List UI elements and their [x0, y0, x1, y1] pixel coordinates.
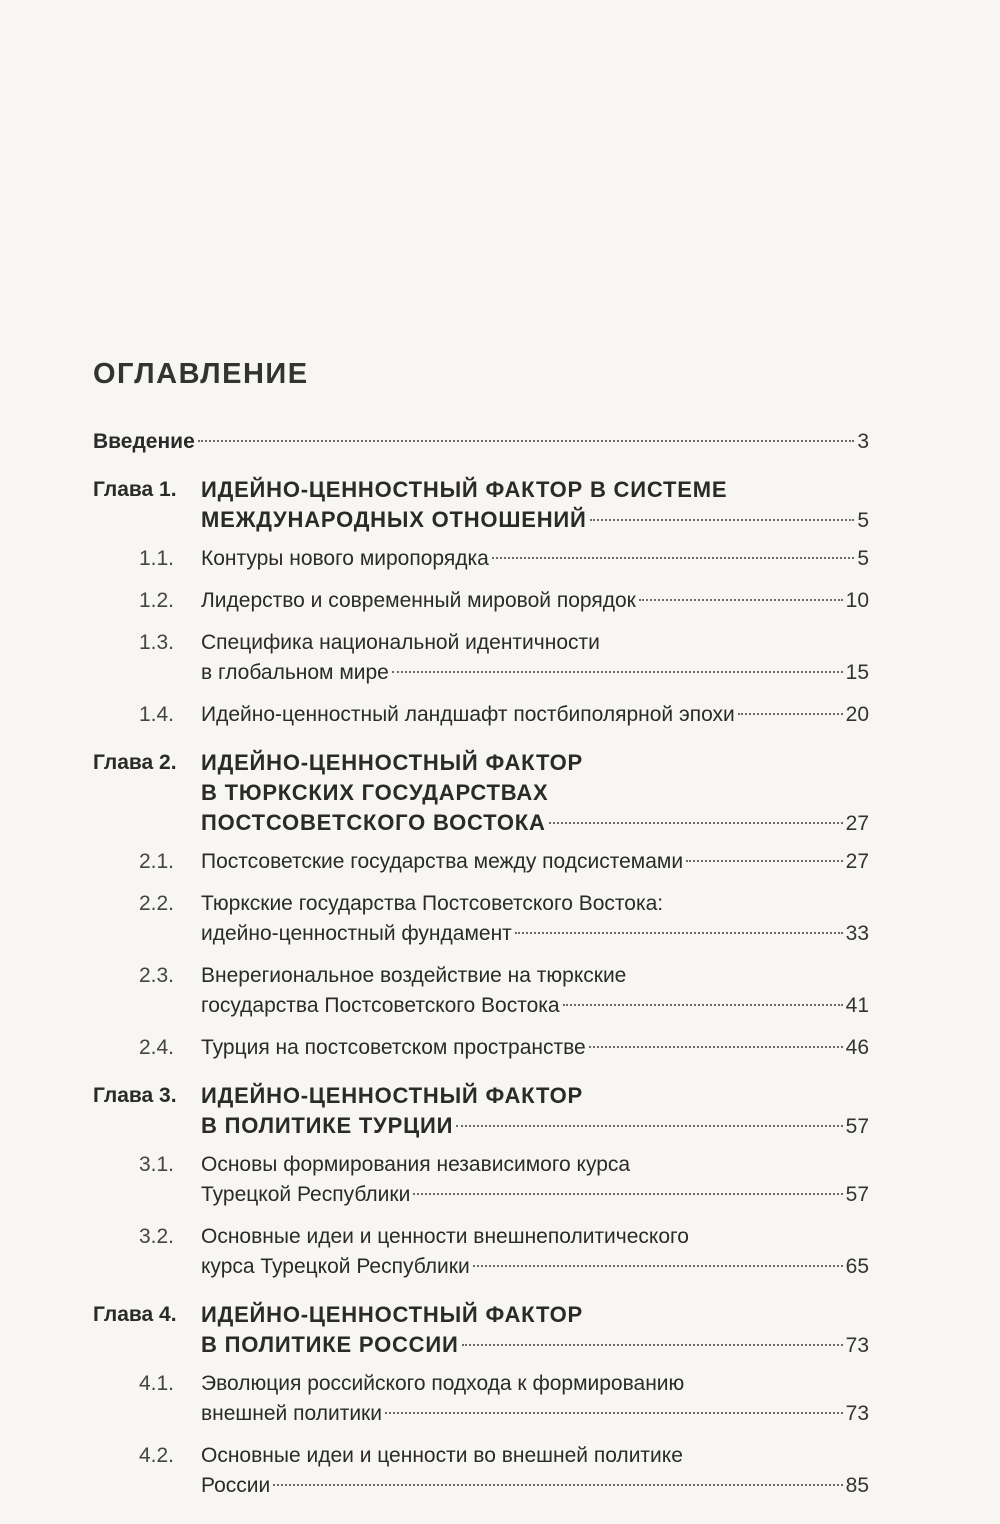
section-title-cont: внешней политики	[201, 1402, 382, 1425]
toc-section-2-4[interactable]	[93, 1033, 869, 1063]
chapter-page: 27	[845, 812, 869, 835]
chapter-title-line: ПОСТСОВЕТСКОГО ВОСТОКА	[201, 810, 546, 835]
section-number: 2.2.	[138, 892, 174, 915]
section-number: 3.2.	[138, 1225, 174, 1248]
section-title: Идейно-ценностный ландшафт постбиполярной эпохи	[201, 703, 735, 726]
chapter-number: Глава 3.	[93, 1084, 177, 1107]
dot-leader	[738, 713, 843, 715]
chapter-title-line: В ТЮРКСКИХ ГОСУДАРСТВАХ	[201, 780, 549, 805]
section-title: Эволюция российского подхода к формированию	[201, 1372, 685, 1395]
section-page: 33	[845, 922, 869, 945]
chapter-title-line: В ПОЛИТИКЕ РОССИИ	[201, 1332, 459, 1357]
dot-leader	[590, 519, 855, 521]
toc-section-2-1[interactable]	[93, 847, 869, 877]
section-title: Основные идеи и ценности внешнеполитического	[201, 1225, 689, 1248]
section-number: 1.4.	[138, 703, 174, 726]
dot-leader	[198, 440, 855, 442]
section-number: 4.2.	[138, 1444, 174, 1467]
chapter-number: Глава 4.	[93, 1303, 177, 1326]
section-title: Контуры нового миропорядка	[201, 547, 489, 570]
chapter-number: Глава 1.	[93, 478, 177, 501]
toc-section-1-1[interactable]	[93, 544, 869, 574]
toc-section-3-1[interactable]	[93, 1150, 869, 1210]
section-page: 5	[857, 547, 869, 570]
section-page: 15	[845, 661, 869, 684]
dot-leader	[515, 932, 843, 934]
dot-leader	[413, 1193, 842, 1195]
toc-section-1-3[interactable]	[93, 628, 869, 688]
section-number: 4.1.	[138, 1372, 174, 1395]
toc-chapter-4[interactable]	[93, 1300, 869, 1361]
section-page: 41	[845, 994, 869, 1017]
dot-leader	[385, 1412, 843, 1414]
section-page: 20	[845, 703, 869, 726]
section-title: Специфика национальной идентичности	[201, 631, 600, 654]
dot-leader	[456, 1125, 842, 1127]
section-page: 65	[845, 1255, 869, 1278]
chapter-title-line: МЕЖДУНАРОДНЫХ ОТНОШЕНИЙ	[201, 507, 587, 532]
section-title: Постсоветские государства между подсистемами	[201, 850, 684, 873]
section-title: Основы формирования независимого курса	[201, 1153, 631, 1176]
table-of-contents	[93, 427, 869, 1501]
chapter-number: Глава 2.	[93, 751, 177, 774]
dot-leader	[473, 1265, 843, 1267]
section-number: 1.3.	[138, 631, 174, 654]
toc-section-1-4[interactable]	[93, 700, 869, 730]
dot-leader	[639, 599, 843, 601]
section-number: 1.1.	[138, 547, 174, 570]
section-title: Внерегиональное воздействие на тюркские	[201, 964, 627, 987]
section-title: Тюркские государства Постсоветского Востока:	[201, 892, 664, 915]
chapter-title-line: ИДЕЙНО-ЦЕННОСТНЫЙ ФАКТОР	[201, 1302, 584, 1327]
section-title-cont: курса Турецкой Республики	[201, 1255, 470, 1278]
section-title-cont: государства Постсоветского Востока	[201, 994, 560, 1017]
section-title-cont: идейно-ценностный фундамент	[201, 922, 512, 945]
toc-section-3-2[interactable]	[93, 1222, 869, 1282]
chapter-page: 57	[845, 1115, 869, 1138]
chapter-title-line: ИДЕЙНО-ЦЕННОСТНЫЙ ФАКТОР	[201, 1083, 584, 1108]
dot-leader	[273, 1484, 842, 1486]
dot-leader	[492, 557, 855, 559]
section-title: Лидерство и современный мировой порядок	[201, 589, 636, 612]
section-page: 46	[845, 1036, 869, 1059]
section-number: 2.1.	[138, 850, 174, 873]
toc-section-2-2[interactable]	[93, 889, 869, 949]
toc-chapter-3[interactable]	[93, 1081, 869, 1142]
chapter-title-line: В ПОЛИТИКЕ ТУРЦИИ	[201, 1113, 454, 1138]
dot-leader	[589, 1046, 843, 1048]
section-page: 85	[845, 1474, 869, 1497]
section-page: 10	[845, 589, 869, 612]
section-page: 57	[845, 1183, 869, 1206]
section-number: 1.2.	[138, 589, 174, 612]
section-title: Основные идеи и ценности во внешней политике	[201, 1444, 683, 1467]
intro-label: Введение	[93, 430, 195, 453]
section-title: Турция на постсоветском пространстве	[201, 1036, 586, 1059]
dot-leader	[686, 860, 843, 862]
section-number: 3.1.	[138, 1153, 174, 1176]
chapter-page: 73	[845, 1334, 869, 1357]
section-title-cont: Турецкой Республики	[201, 1183, 411, 1206]
dot-leader	[462, 1344, 843, 1346]
section-title-cont: в глобальном мире	[201, 661, 389, 684]
toc-title: ОГЛАВЛЕНИЕ	[93, 358, 309, 390]
dot-leader	[549, 822, 843, 824]
toc-chapter-2[interactable]	[93, 748, 869, 839]
chapter-title-line: ИДЕЙНО-ЦЕННОСТНЫЙ ФАКТОР В СИСТЕМЕ	[201, 477, 728, 502]
dot-leader	[392, 671, 843, 673]
toc-section-4-1[interactable]	[93, 1369, 869, 1429]
dot-leader	[563, 1004, 843, 1006]
chapter-title-line: ИДЕЙНО-ЦЕННОСТНЫЙ ФАКТОР	[201, 750, 584, 775]
section-page: 27	[845, 850, 869, 873]
toc-intro[interactable]	[93, 427, 869, 457]
section-page: 73	[845, 1402, 869, 1425]
chapter-page: 5	[857, 509, 869, 532]
intro-page: 3	[857, 430, 869, 453]
section-number: 2.4.	[138, 1036, 174, 1059]
toc-section-2-3[interactable]	[93, 961, 869, 1021]
section-title-cont: России	[201, 1474, 271, 1497]
toc-section-4-2[interactable]	[93, 1441, 869, 1501]
toc-chapter-1[interactable]	[93, 475, 869, 536]
toc-section-1-2[interactable]	[93, 586, 869, 616]
section-number: 2.3.	[138, 964, 174, 987]
